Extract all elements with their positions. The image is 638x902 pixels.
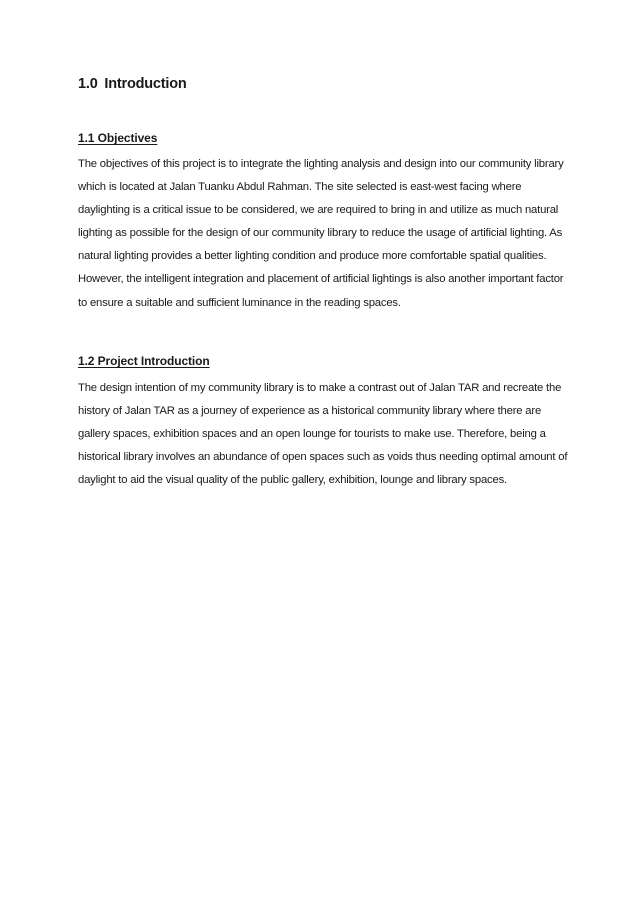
section-title-objectives: 1.1 Objectives (78, 131, 158, 145)
paragraph-line: history of Jalan TAR as a journey of experience as a historical community library where there are (78, 405, 542, 418)
heading-number: 1.0 (78, 76, 98, 92)
paragraph-line: The design intention of my community library is to make a contrast out of Jalan TAR and recreate the (78, 382, 562, 394)
paragraph-line: However, the intelligent integration and placement of artificial lightings is also another important factor (78, 273, 564, 286)
heading-title: Introduction (104, 76, 187, 92)
paragraph-line: gallery spaces, exhibition spaces and an open lounge for tourists to make use. Therefore, being a (78, 428, 546, 441)
paragraph-line: to ensure a suitable and sufficient luminance in the reading spaces. (78, 296, 401, 309)
paragraph-line: daylighting is a critical issue to be considered, we are required to bring in and utilize as much natural (78, 204, 559, 217)
paragraph-project-introduction (78, 377, 578, 492)
paragraph-line: lighting as possible for the design of our community library to reduce the usage of artificial lighting. As (78, 227, 563, 240)
paragraph-line: historical library involves an abundance of open spaces such as voids thus needing optimal amount of (78, 451, 568, 464)
section-title-project-introduction: 1.2 Project Introduction (78, 354, 210, 368)
page-heading (78, 76, 187, 92)
paragraph-line: natural lighting provides a better lighting condition and produce more comfortable spatial qualities. (78, 250, 547, 263)
paragraph-line: The objectives of this project is to integrate the lighting analysis and design into our community library (78, 158, 564, 170)
paragraph-line: which is located at Jalan Tuanku Abdul Rahman. The site selected is east-west facing where (78, 181, 522, 194)
paragraph-objectives (78, 153, 578, 315)
paragraph-line: daylight to aid the visual quality of the public gallery, exhibition, lounge and library spaces. (78, 474, 507, 487)
